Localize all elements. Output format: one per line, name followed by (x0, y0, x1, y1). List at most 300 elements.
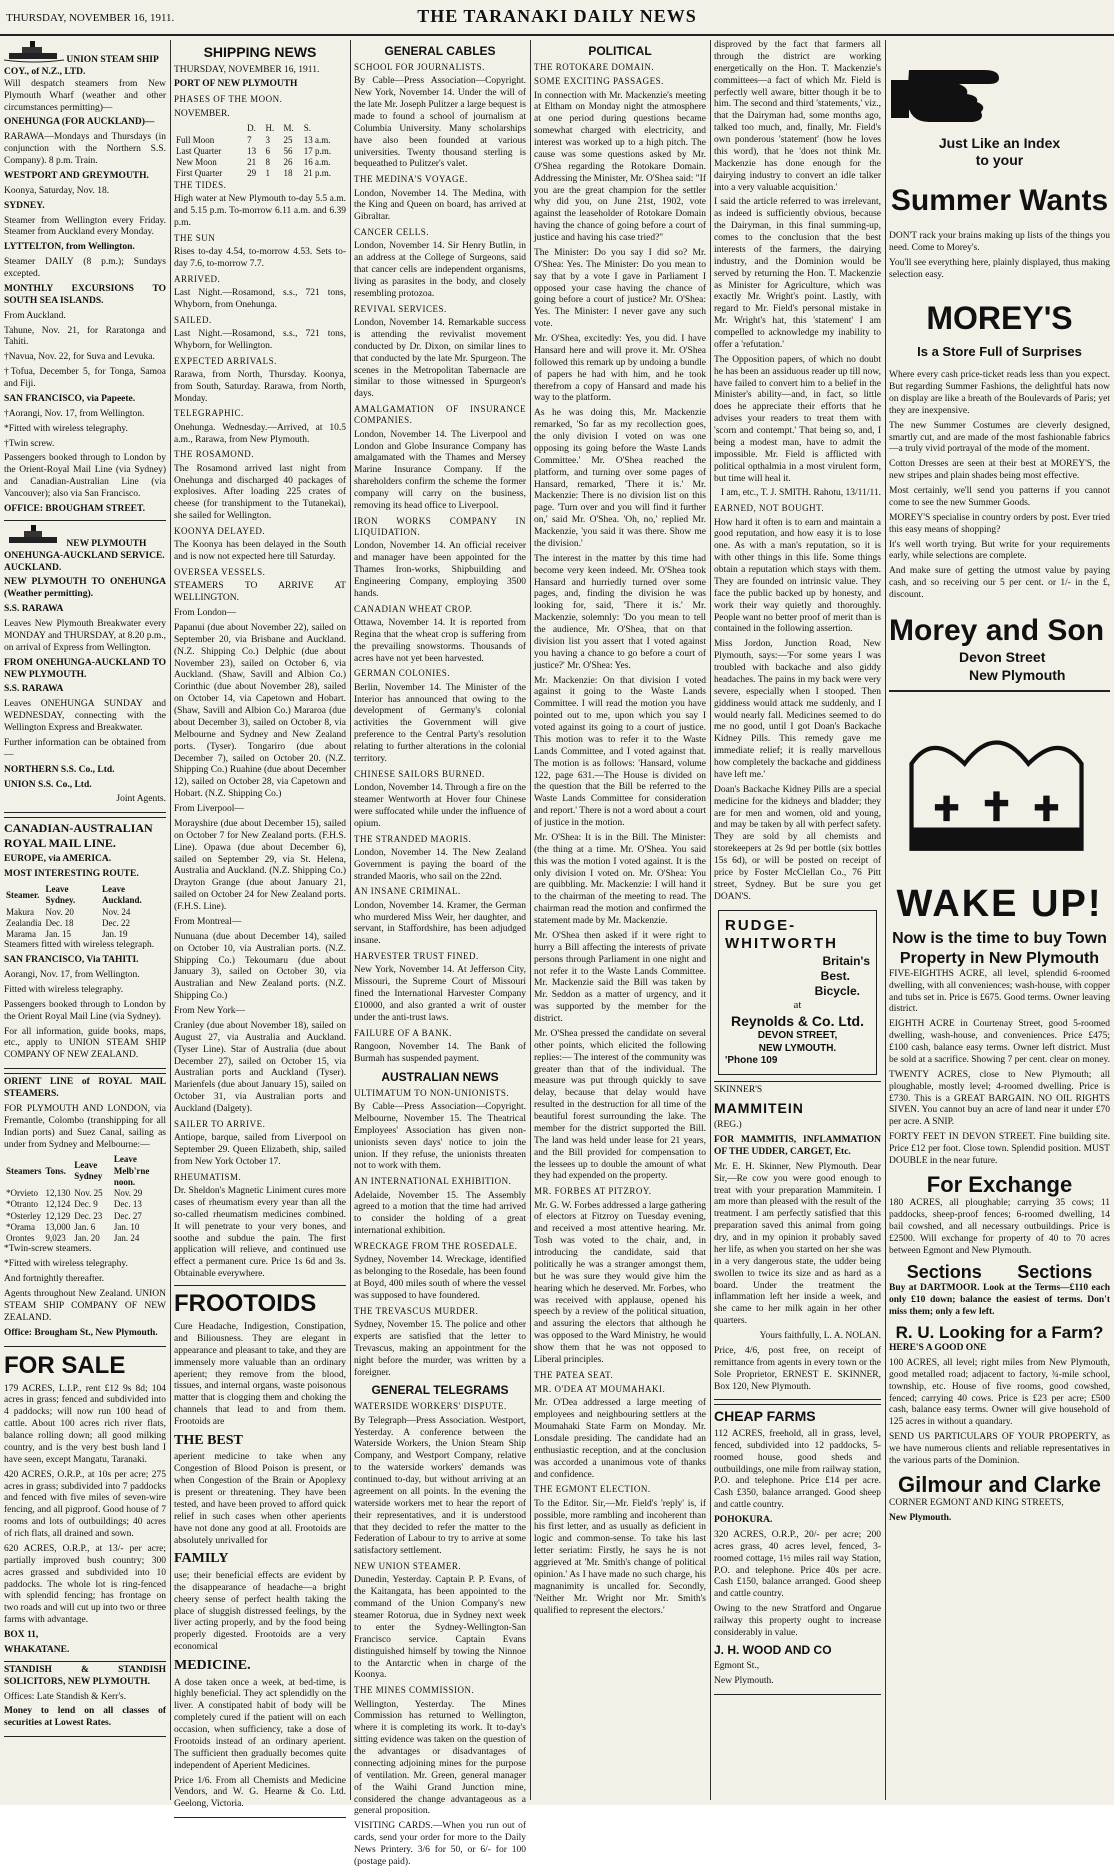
chinese-text: London, November 14. Through a fire on the steamer Wentworth at Hover four Chinese were suffocated while under the influence of opium. (354, 783, 526, 829)
german-text: Berlin, November 14. The Minister of the Interior has announced that owing to the development of Germany's colonial activities the Government will give preference to the Central Party's resolution relating to further alterations in the colonial territory. (354, 682, 526, 764)
orient-cell: Dec. 23 (74, 1210, 103, 1221)
gilmour-and-clarke: Gilmour and Clarke (898, 1471, 1101, 1497)
sections-row (889, 1261, 1110, 1284)
column-2-shipping-news (174, 40, 346, 1810)
fitted-3: *Fitted with wireless telegraphy. (4, 1259, 128, 1270)
monthly-head: MONTHLY EXCURSIONS TO SOUTH SEA ISLANDS. (4, 283, 166, 306)
moreys-title: MOREY'S (926, 299, 1073, 336)
murder-head: THE TREVASCUS MURDER. (354, 1305, 479, 1316)
reg-mark: (REG.) (714, 1120, 742, 1131)
union-text: Will despatch steamers from New Plymouth Wharf (weather and other circumstances permitting)— (4, 78, 166, 113)
nolan-letter: Mr. E. H. Skinner, New Plymouth. Dear Sir,—Re cow you were good enough to treat with your preparation Mammitein. I am more than pleased with the result of the treatment. I am perfectly satisfied that this preparation saved this animal from going dry, and in my opinion it probably saved her life, as when you started on her she was in a very dangerous state, the udder being swollen to twice its size and as hard as a board. Under the treatment the inflammation left her inside a week, and she came to her milk again in her other quarters. (714, 1161, 881, 1327)
general-telegrams-head: GENERAL TELEGRAMS (371, 1383, 509, 1398)
family-text: use; their beneficial effects are evident by the disappearance of headache—a bright cheery sense of perfect health taking the place of sluggish distressed feelings, by the liver acting properly, and by the food being properly digested. Frootoids are a very economical (174, 1570, 346, 1653)
box-number: BOX 11, (4, 1630, 39, 1640)
rudge-title-2: WHITWORTH (725, 935, 838, 953)
expected-text: Rarawa, from North, Thursday. Koonya, from South, Saturday. Rarawa, from North, Monday. (174, 369, 346, 404)
dont-text: DON'T rack your brains making up lists of the things you need. Come to Morey's. (889, 231, 1110, 254)
arrived-text: Last Night.—Rosamond, s.s., 721 tons, Whyborn, from Onehunga. (174, 287, 346, 310)
patea-head: THE PATEA SEAT. (534, 1369, 614, 1380)
best: Best. (820, 969, 850, 983)
onehunga-head: ONEHUNGA (FOR AUCKLAND)— (4, 117, 155, 128)
cheap-farms-ad (714, 1404, 881, 1694)
column-rule (710, 40, 711, 1800)
rosamond-head: THE ROSAMOND. (174, 449, 255, 460)
moon-cell: 56 (283, 145, 293, 156)
new-plymouth-2: New Plymouth. (714, 1675, 774, 1686)
political-text-9: Mr. O'Shea pressed the candidate on several other points, which elicited the following replies:— The interest of the community was greater than that of the individual. The measure was put through quickly to save delay, because that delay would have resulted in the destruction for all time of the beautiful forest surrounding the lake. The member for the district supported the Bill. The land was held under lease for 21 years, and the Bill provided for compensation to the lessees up to double the amount of what they had expended on the property. (534, 1028, 706, 1182)
money-to-lend: Money to lend on all classes of securities at Lowest Rates. (4, 1706, 166, 1729)
index-line-2: to your (975, 152, 1024, 169)
insane-head: AN INSANE CRIMINAL. (354, 886, 461, 897)
moon-header-row (174, 123, 346, 134)
orient-cell: 13,000 (45, 1221, 71, 1232)
for-sale-ad (4, 1351, 166, 1657)
moon-cell: 13 (247, 145, 257, 156)
sanfran-head: SAN FRANCISCO, via Papeete. (4, 393, 136, 404)
forbes-text: Mr. G. W. Forbes addressed a large gathering of electors at Fitzroy on Tuesday evening, and received a most attentive hearing. Mr. Tosh was voted to the chair, and, in introducing the candidate, said that politically he was a stranger amongst them, but he was sure they would give him the hearing which he deserved. Mr. Forbes, who was received with applause, opened his speech by a review of the political situation, and assuring the electors that although he was opposed to the Ward Ministry, he would show them that he was not opposed to Liberal principles. (534, 1200, 706, 1365)
steamers-fitted: Steamers fitted with wireless telegraph. (4, 940, 155, 951)
newspaper-title: THE TARANAKI DAILY NEWS (417, 6, 697, 26)
canadian-cell: Jan. 15 (45, 929, 71, 939)
from-london: From London— (174, 608, 237, 618)
german-head: GERMAN COLONIES. (354, 668, 451, 679)
letter-text-1: disproved by the fact that farmers all through the district are working energetically on the Hon. T. Mackenzie's committees—a fact of which Mr. Field is perfectly well aware, bitter though it be to him. The second and third 'statements,' viz., that the Dairyman had, some months ago, talked too much, and, finally, Mr. Field's own ponderous 'statement' (how he loves this word), that he 'does not think Mr. Mackenzie has done enough for the dairying industry to convert an idle talker into a very valuable acquisition.' (714, 40, 881, 193)
column-1-shipping-ads (4, 40, 166, 1800)
info-line: For all information, guide books, maps, etc., apply to UNION STEAM SHIP COMPANY OF NEW ZEALAND. (4, 1026, 166, 1061)
orient-cell: *Osterley (6, 1210, 41, 1221)
canadian-cell: Dec. 22 (101, 917, 130, 928)
moon-cell: 3 (265, 134, 270, 145)
phone: 'Phone 109 (725, 1055, 778, 1067)
political-text-1: In connection with Mr. Mackenzie's meeting at Eltham on Monday night the atmosphere at one period during questions became somewhat charged with electricity, and interest was worked up to a high pitch. The cause was some questions asked by Mr. O'Shea regarding the Rotokare Domain. Addressing the Minister, Mr. O'Shea said: "If you are the great champion for the settler why did you, on June 21st, 1902, vote against the leaseholder of Rotokare Domain having the chance of going before a court of justice and having his case tried?" (534, 90, 706, 243)
morey-devon-street: Devon Street (959, 649, 1046, 666)
moon-cell: 7 (247, 134, 252, 145)
political-text-2: The Minister: Do you say I did so? Mr. O'Shea: Yes. The Minister: Do you mean to say that by a vote I gave in Parliament I opposed your case having the chance of going before a court of justice? Mr. O'Shea: Yes. The Minister: I never gave any such vote. (534, 247, 706, 330)
political-text-5: The interest in the matter by this time had become very keen indeed. Mr. O'Shea took Hansard and hurriedly turned over some pages, and, finding the division he was looking for, said, 'There it is.' Mr. Mackenzie, solemnly: 'Do you mean to tell the audience, Mr. O'Shea, that on that division list you assert that I voted against you having a chance to go before a court of justice?' Mr. O'Shea: Yes. (534, 553, 706, 671)
corner-streets: CORNER EGMONT AND KING STREETS, (889, 1498, 1064, 1509)
political-head: POLITICAL (588, 44, 652, 58)
orient-cell: 9,023 (45, 1233, 66, 1244)
orient-cell: Jan. 24 (113, 1233, 140, 1244)
earned-head: EARNED, NOT BOUGHT. (714, 503, 825, 514)
bicycle: Bicycle. (814, 984, 860, 998)
port-head: PORT OF NEW PLYMOUTH (174, 79, 298, 90)
tides-head: THE TIDES. (174, 179, 227, 190)
family-head: FAMILY (174, 1551, 229, 1567)
moon-cell: 18 (283, 168, 293, 179)
issue-date: THURSDAY, NOVEMBER 16, 1911. (6, 12, 175, 24)
orient-cell: Nov. 25 (74, 1188, 103, 1199)
the-best-head: THE BEST (174, 1432, 243, 1448)
koonya-line: Koonya, Saturday, Nov. 18. (4, 185, 110, 196)
wood-and-co: J. H. WOOD AND CO (714, 1642, 832, 1657)
orient-cell: Leave Melb'rne noon. (113, 1154, 150, 1187)
pohokura: POHOKURA. (714, 1515, 773, 1525)
column-4-political (534, 40, 706, 1800)
office-2: Office: Brougham St., New Plymouth. (4, 1327, 158, 1338)
union-head: UNION STEAM SHIP COY., of N.Z., LTD. (4, 55, 159, 77)
general-cables-head: GENERAL CABLES (384, 44, 496, 58)
political-text-8: Mr. O'Shea then asked if it were right to hurry a Bill affecting the interests of private persons through Parliament in one night and not refer it to the Waste Lands Committee. Mr. Mackenzie said the Bill was taken by Mr. Seddon as a matter of urgency, and it was supported by the member for the district. (534, 930, 706, 1024)
wreckage-text: Sydney, November 14. Wreckage, identified as belonging to the Rosedale, has been found at Boyd, 400 miles south of where the vessel was supposed to have foundered. (354, 1255, 526, 1301)
from-montreal: From Montreal— (174, 916, 242, 927)
orient-row (4, 1211, 166, 1222)
orient-row (4, 1222, 166, 1233)
steamers-wellington: STEAMERS TO ARRIVE AT WELLINGTON. (174, 581, 346, 604)
medicine-text: A dose taken once a week, at bed-time, is highly beneficial. They act splendidly on the liver. A constipated habit of body will be completely cured if the patient will on each occasion, when sufficiency, take a dose of Frootoids instead of an ordinary aperient. The sufficient then gradually becomes quite independent of Aperient Medicines. (174, 1677, 346, 1771)
orient-cell: Steamers (6, 1165, 42, 1176)
wake-up-head: WAKE UP! (896, 883, 1103, 926)
canadian-cell: Zealandia (6, 917, 42, 928)
medina-text: London, November 14. The Medina, with the King and Queen on board, has arrived at Gibraltar. (354, 188, 526, 223)
union-ss: UNION S.S. Co., Ltd. (4, 779, 92, 790)
mammitein-title: MAMMITEIN (714, 1099, 804, 1116)
koonya-head: KOONYA DELAYED. (174, 526, 266, 536)
auckland-head: AUCKLAND. (4, 562, 62, 573)
moon-cell: 6 (265, 145, 270, 156)
sale-179: 179 ACRES, L.I.P., rent £12 9s 8d; 104 acres in grass; fenced and subdivided into 4 paddocks; will now run 100 head of cattle. About 100 acres rich river flats, balance rolling down; all good milking country, and is the very best bush land I have seen, except Mangatu, Taranaki. (4, 1383, 166, 1465)
gilmour-new-plymouth: New Plymouth. (889, 1513, 952, 1524)
orient-cell: Jan. 10 (113, 1221, 140, 1232)
morey-and-son: Morey and Son (889, 613, 1105, 647)
canadian-cell: Makura (6, 906, 34, 917)
eighth-acre: EIGHTH ACRE in Courtenay Street, good 5-roomed dwelling, wash-house, and conveniences. Price £475; £100 cash, balance easy terms. Owner left district. Must be sold at a sacrifice. Showing 7 per cent. clear on money. (889, 1019, 1110, 1065)
orient-cell: 12,129 (45, 1210, 71, 1221)
whakatane: WHAKATANE. (4, 1644, 70, 1655)
sun-text: Rises to-day 4.54, to-morrow 4.53. Sets to-day 7.6, to-morrow 7.7. (174, 246, 346, 269)
tahune-line: Tahune, Nov. 21, for Raratonga and Tahiti. (4, 325, 166, 348)
sun-head: THE SUN (174, 232, 216, 243)
school-text: By Cable—Press Association—Copyright. New York, November 14. Under the will of the late Mr. Joseph Pulitzer a large bequest is made to found a school of journalism at Columbia University. Many scholarships have also been founded at various universities. Twenty thousand sterling is bequeathed to Pulitzer's valet. (354, 76, 526, 170)
revival-head: REVIVAL SERVICES. (354, 303, 447, 314)
rheumatism-text: Dr. Sheldon's Magnetic Liniment cures more cases of rheumatism every year than all the so-called rheumatism medicines combined. It will penetrate to your very bones, and soothe and subdue the pain. The first application will relieve, and continued use effect a permanent cure. Price 1s 6d and 3s. Obtainable everywhere. (174, 1186, 346, 1280)
canadian-table (4, 884, 166, 940)
moon-header-cell: S. (303, 123, 311, 134)
sydney-text: Steamer from Wellington every Friday. Steamer from Auckland every Monday. (4, 215, 166, 238)
mammitein-ad (714, 1081, 881, 1401)
lyttelton-text: Steamer DAILY (8 p.m.); Sundays excepted. (4, 257, 166, 279)
sale-620: 620 ACRES, O.R.P., at 13/- per acre; partially improved bush country; 300 acres grassed and subdivided into 10 paddocks. The whole lot is ring-fenced with splendid fencing; has frontage on two roads and will cut up into two or three farms with advantage. (4, 1543, 166, 1626)
doans-text: Doan's Backache Kidney Pills are a special medicine for the kidneys and bladder; they are for men and women, old and young, and may be taken by all with perfect safety. They are sold by all chemists and storekeepers at 2s 9d per bottle (six bottles 15s 6d), or will be posted on receipt of price by Foster McClellan Co., 76 Pitt street, Sydney. But be sure you get DOAN'S. (714, 784, 881, 902)
arrived-head: ARRIVED. (174, 273, 221, 284)
political-text-3: Mr. O'Shea, excitedly: Yes, you did. I have Hansard here and will prove it. Mr. O'Shea followed this remark up by undoing a bundle of papers he had with him, and he took therefrom a copy of Hansard and made his way to the platform. (534, 334, 706, 404)
masthead (0, 0, 1114, 36)
twin-note: †Twin screw. (4, 438, 55, 449)
best-text: aperient medicine to take when any Congestion of Blood Poison is present, or when Congestion of the Brain or Apoplexy is present or threatening. They have been tested, and have been proved to afford quick relief in such cases when other aperients have not done any good at all. Frootoids are absolutely unrivalled for (174, 1452, 346, 1546)
specialise-text: MOREY'S specialise in country orders by post. Ever tried this easy means of shopping? (889, 512, 1110, 535)
reynolds: Reynolds & Co. Ltd. (731, 1012, 864, 1029)
standish-head: STANDISH & STANDISH SOLICITORS, NEW PLYMOUTH. (4, 1664, 166, 1687)
cotton-text: Cotton Dresses are seen at their best at MOREY'S, the new stripes and plain shades being most effective. (889, 459, 1110, 482)
insane-text: London, November 14. Kramer, the German who murdered Miss Weir, her daughter, and servant, in Staffordshire, has been adjudged insane. (354, 900, 526, 947)
union-steam-ad (4, 40, 166, 516)
amalgamation-text: London, November 14. The Liverpool and London and Globe Insurance Company has amalgamated with the Thames and Mersey Marine Insurance Company. If the shareholders confirm the scheme the former company will carry on the business, removing its head office to Liverpool. (354, 429, 526, 511)
canadian-row (4, 918, 166, 929)
australian-news-head: AUSTRALIAN NEWS (381, 1069, 499, 1084)
orient-cell: Jan. 6 (74, 1221, 96, 1232)
column-6-morey-gilmour-ads (889, 40, 1110, 1800)
most-text: Most certainly, we'll send you patterns if you cannot come to see the new Summer Goods. (889, 486, 1110, 508)
exciting-passages-head: SOME EXCITING PASSAGES. (534, 76, 664, 87)
orient-cell: *Orvieto (6, 1188, 38, 1199)
sections-left: Sections (906, 1261, 982, 1282)
waterside-head: WATERSIDE WORKERS' DISPUTE. (354, 1401, 507, 1412)
tofua-line: †Tofua, December 5, for Tonga, Samoa and Fiji. (4, 367, 166, 389)
steamship-icon (4, 40, 64, 62)
twin-2: *Twin-screw steamers. (4, 1244, 92, 1255)
further-info: Further information can be obtained from— (4, 737, 166, 760)
rudge-title-1: RUDGE- (725, 916, 797, 934)
store-surprises: Is a Store Full of Surprises (917, 343, 1082, 359)
at: at (793, 999, 802, 1011)
gilmour-ad (889, 692, 1110, 1525)
maoris-text: London, November 14. The New Zealand Government is paying the board of the stranded Maoris, who sail on the 22nd. (354, 847, 526, 882)
letter-signature: I am, etc., T. J. SMITH. Rahotu, 13/11/11. (720, 488, 881, 499)
moon-row (174, 168, 346, 179)
farm-112: 112 ACRES, freehold, all in grass, level, fenced, subdivided into 12 paddocks, 5-roomed house, good sheds and outbuildings, one mile from railway station, P.O. and telephone. Price £14 per acre. Cash £350, balance arranged. Good sheep and cattle country. (714, 1428, 882, 1511)
from-auckland: From Auckland. (4, 310, 66, 321)
from-new-york: From New York— (174, 1006, 245, 1016)
cancer-text: London, November 14. Sir Henry Butlin, in an address at the College of Surgeons, said that cancer cells are independent organisms, living as parasites in the body, and closely resembling protozoa. (354, 241, 526, 299)
union-steamer-text: Dunedin, Yesterday. Captain P. P. Evans, of the Kaitangata, has been appointed to the command of the Union Company's new steamer Rotorua, due in Sydney next week to enter the Sydney-Wellington-San Francisco service. Captain Evans distinguished himself by towing the Ninnoe to the Antarctic when in charge of the Koonya. (354, 1575, 526, 1681)
sailed-text: Last Night.—Rosamond, s.s., 721 tons, Whyborn, for Wellington. (174, 328, 346, 351)
orient-row (4, 1188, 166, 1199)
moon-table (174, 123, 346, 179)
expected-head: EXPECTED ARRIVALS. (174, 355, 277, 366)
ss-rarawa-2: S.S. RARAWA (4, 684, 64, 695)
cheap-farms-head: CHEAP FARMS (714, 1408, 816, 1425)
egmont-text: To the Editor. Sir,—Mr. Field's 'reply' is, if possible, more rambling and incoherent than his first letter, and as usually as deficient in logic and common-sense. To take his last letter seriatim: Firstly, he says he is not aggrieved at 'Mr. Smith's change of political opinion.' As I have made no such charge, his magnanimity is uncalled for. Secondly, 'Neither Mr. Wright nor Mr. Smith's qualified to represent the electors.' (534, 1498, 706, 1616)
moon-header-cell: M. (283, 123, 294, 134)
britains: Britain's (822, 954, 870, 968)
new-plymouth: NEW LYMOUTH. (758, 1042, 837, 1054)
moon-cell: First Quarter (176, 168, 223, 179)
odea-head: MR. O'DEA AT MOUMAHAKI. (534, 1384, 666, 1394)
farm-100: 100 ACRES, all level; right miles from New Plymouth, good metalled road; adjacent to factory, ¾-mile school, township, etc. House of five rooms, good cowshed, fenced; carrying 40 cows. Price is £23 per acre; £500 cash, balance easy terms. Owner will give household of 125 acres in without a quandary. (889, 1357, 1110, 1428)
from-liverpool: From Liverpool— (174, 804, 244, 814)
exhibition-head: AN INTERNATIONAL EXHIBITION. (354, 1176, 512, 1187)
moon-cell: 21 p.m. (303, 168, 331, 179)
index-line-1: Just Like an Index (938, 134, 1061, 151)
school-head: SCHOOL FOR JOURNALISTS. (354, 62, 485, 72)
cancer-head: CANCER CELLS. (354, 227, 430, 238)
frootoids-ad (174, 1285, 346, 1818)
standish-ad (4, 1661, 166, 1737)
frootoids-text: Cure Headache, Indigestion, Constipation, and Biliousness. They are elegant in appearance and pleasant to take, and they are immensely more valuable than an ordinary aperient; they remove from the blood, tissues, and internal organs, waste poisonous matter that is clogging them and choking the channels that lead to and from them. Frootoids are (174, 1322, 346, 1427)
canadian-cell: Steamer. (6, 889, 40, 900)
mammitein-for: FOR MAMMITIS, INFLAMMATION OF THE UDDER, CARGET, Etc. (714, 1135, 881, 1157)
forty-feet: FORTY FEET IN DEVON STREET. Fine building site. Price £12 per foot. Close town. Splendid position. MUST DOUBLE in the near future. (889, 1132, 1110, 1166)
koonya-text: The Koonya has been delayed in the South and is now not expected here till Saturday. (174, 540, 346, 563)
chinese-head: CHINESE SAILORS BURNED. (354, 768, 485, 779)
column-rule (530, 40, 531, 1800)
fortnightly: And fortnightly thereafter. (4, 1274, 104, 1285)
nolan-signature: Yours faithfully, L. A. NOLAN. (759, 1331, 881, 1341)
maoris-head: THE STRANDED MAORIS. (354, 833, 472, 844)
canadian-cell: Nov. 24 (101, 906, 131, 917)
moon-cell: New Moon (176, 157, 217, 168)
telegraphic-head: TELEGRAPHIC. (174, 408, 244, 419)
orient-for: FOR PLYMOUTH AND LONDON, via Fremantle, Colombo (transhipping for all Indian ports) and Suez Canal, sailing as under from Sydney and Melbourne:— (4, 1103, 166, 1150)
farm-320: 320 ACRES, O.R.P., 20/- per acre; 200 acres grass, 40 acres level, fenced, 3-roomed cottage, 1½ miles rail way Station, P.O. and telephone. Price 40s per acre. Cash £150, balance arranged. Good sheep and cattle country. (714, 1529, 881, 1600)
westport-head: WESTPORT AND GREYMOUTH. (4, 170, 149, 181)
moon-cell: 1 (265, 168, 270, 179)
rarawa-line: RARAWA—Mondays and Thursdays (in conjunction with the Northern S.S. Company). 8 p.m. Train. (4, 132, 166, 166)
union-steamer-head: NEW UNION STEAMER. (354, 1561, 462, 1572)
twenty-acres: TWENTY ACRES, close to New Plymouth; all ploughable, mostly level; 4-roomed dwelling. Price is £730. This is a GREAT BARGAIN. NO OIL RIGHTS SIVEN. You cannot buy an acre of land near it under £70 per acre. A SNIP. (889, 1069, 1110, 1128)
passengers-2: Passengers booked through to London by the Orient Royal Mail Line (via Sydney). (4, 999, 166, 1022)
np-head: NEW PLYMOUTH ONEHUNGA-AUCKLAND SERVICE. (4, 538, 165, 561)
canadian-cell: Leave Sydney. (45, 884, 76, 906)
orient-cell: Dec. 9 (74, 1199, 98, 1210)
joint-agents: Joint Agents. (116, 794, 166, 805)
medicine-head: MEDICINE. (174, 1658, 251, 1673)
liverpool-text: Morayshire (due about December 15), sailed on October 7 for New Zealand ports. (F.H.S. Line). Opawa (due about December 6), sailed on September 29, via St. Helena, Australia and Auckland. (N.Z. Shipping Co.) Drayton Grange (due about January 21, sailed on October 24 for New Zealand ports. (F.H.S. Line). (174, 818, 346, 912)
orient-cell: Orontes (6, 1233, 35, 1244)
northern-ss: NORTHERN S.S. Co., Ltd. (4, 764, 115, 775)
waterside-text: By Telegraph—Press Association. Westport, Yesterday. A conference between the Waterside Workers, the Union Steam Ship Company, and Westport Company, relative to the waterside workers' demands was continued to-day, but without arriving at an agreement on all points. In the evening the waterside workers met to hear the report of their representatives, and it is understood that they decided to refer the matter to the Federation of Labour to try to arrive at some satisfactory settlement. (354, 1415, 526, 1557)
buy-town-property: Now is the time to buy Town Property in New Plymouth (892, 929, 1107, 967)
orient-cell: *Otranto (6, 1199, 38, 1210)
morey-ad (889, 40, 1110, 692)
exchange-text: 180 ACRES, all ploughable; carrying 35 cows; 11 paddocks, sheep-proof fences; 6-roomed dwelling, 14 bail cowshed, and all necessary outbuildings. Price is £2500. Will exchange for property of 40 to 70 acres between Egmont and New Plymouth. (889, 1198, 1110, 1256)
orient-ad (4, 1073, 166, 1346)
where-text: Where every cash price-ticket reads less than you expect. But regarding Summer Fashions, the delightful hats now on display are like a breath of the Boulevards of Paris; yet they are inexpensive. (889, 370, 1110, 416)
column-3-general-cables (354, 40, 526, 1867)
np-onehunga-ad (4, 520, 166, 814)
new-york-text: Cranley (due about November 18), sailed on August 27, via Australia and Auckland. (Tyser Line). Star of Australia (due about December 27), sailed on October 15, via Australian ports and Auckland (Tyser). Marienfels (due about January 15), sailed on October 31, via Australian ports and Auckland (Dalgety). (174, 1020, 346, 1114)
column-rule (170, 40, 171, 1800)
column-rule (885, 40, 886, 1800)
rosamond-text: The Rosamond arrived last night from Onehunga and discharged 40 packages of explosives. After loading 225 crates of cheese (for transhipment to the Tutanekai), she sailed for Wellington. (174, 463, 346, 522)
bank-text: Rangoon, November 14. The Bank of Burmah has suspended payment. (354, 1042, 526, 1064)
odea-text: Mr. O'Dea addressed a large meeting of employees and neighbouring settlers at the Moumahaki State Farm on Monday. Mr. Lonsdale presiding. The candidate had an enthusiastic reception, and at the conclusion was accorded a unanimous vote of thanks and confidence. (534, 1398, 706, 1480)
canadian-row (4, 929, 166, 940)
orient-cell: Nov. 29 (113, 1188, 143, 1199)
political-text-7: Mr. O'Shea: It is in the Bill. The Minister: (the thing at a time. Mr. O'Shea. You said this was the motion I voted against. It is the only division I voted on. Mr. O'Shea: You are quibbling. Mr. Mackenzie: I will hand it to the chairman of the meeting to read. The chairman read the motion and confirmed the statement made by Mr. Mackenzie. (534, 832, 706, 926)
passengers-note: Passengers booked through to London by the Orient-Royal Mail Line (via Sydney) and Canadian-Australian Line (via Vancouver); also via San Francisco. (4, 453, 166, 499)
canadian-cell: Marama (6, 929, 36, 939)
orient-cell: Leave Sydney (74, 1160, 103, 1182)
dartmoor-text: Buy at DARTMOOR. Look at the Terms—£110 each only £10 down; balance the easiest of terms. Don't miss them; only a few left. (889, 1283, 1110, 1317)
moon-cell: 25 (283, 134, 293, 145)
sailer-head: SAILER TO ARRIVE. (174, 1118, 266, 1129)
wreckage-head: WRECKAGE FROM THE ROSEDALE. (354, 1241, 518, 1251)
sydney-head: SYDNEY. (4, 200, 45, 211)
summer-wants-head: Summer Wants (890, 183, 1109, 217)
send-particulars: SEND US PARTICULARS OF YOUR PROPERTY, as we have numerous clients and reliable representatives in the various parts of the Dominion. (889, 1432, 1110, 1466)
for-exchange-head: For Exchange (926, 1171, 1073, 1197)
moon-row (174, 135, 346, 146)
frootoids-price: Price 1/6. From all Chemists and Medicine Vendors, and W. G. Hearne & Co. Ltd. Geelong, Victoria. (174, 1775, 346, 1810)
mines-text: Wellington, Yesterday. The Mines Commission has returned to Wellington, where it is completing its work. It to-day's sitting evidence was taken on the question of the advantages or disadvantages of connecting adjoining mines for the purpose of ventilation. Mr. Green, general manager of the Waihi Grand Junction mine, considered the change advantageous as a general proposition. (354, 1699, 526, 1817)
canadian-row (4, 907, 166, 918)
orient-row (4, 1199, 166, 1210)
orient-cell: Tons. (45, 1165, 66, 1176)
lyttelton-head: LYTTELTON, from Wellington. (4, 242, 135, 253)
jordan-testimonial: Miss Jordon, Junction Road, New Plymouth, says:—'For some years I was troubled with backache and also giddy headaches. The pains in my back were very severe, especially when I stooped. Then giddiness would attack me suddenly, and I would nearly fall. Medicines seemed to do me no good, until I got Doan's Backache Kidney Pills. This remedy gave me immediate relief; it is really marvellous how completely the backache and giddiness have left me.' (714, 639, 881, 780)
medina-head: THE MEDINA'S VOYAGE. (354, 174, 468, 185)
moon-row (174, 146, 346, 157)
sailed-head: SAILED. (174, 314, 212, 325)
ultimatum-text: By Cable—Press Association—Copyright. Melbourne, November 15. The Theatrical Employees' Association has given non-unionists seven days' notice to join the union. If they refuse, the unionists threaten not to work with them. (354, 1102, 526, 1172)
moon-month: NOVEMBER. (174, 108, 230, 119)
moon-cell: 16 a.m. (303, 157, 331, 168)
youll-text: You'll see everything here, plainly displayed, thus making selection easy. (889, 258, 1110, 280)
iron-works-text: London, November 14. An official receiver and manager have been appointed for the Thames Iron-works, Shipbuilding and Engineering Company, employing 3500 hands. (354, 541, 526, 599)
owing-note: Owing to the new Stratford and Ongarue railway this property ought to increase considerably in value. (714, 1604, 881, 1638)
canadian-row (4, 884, 166, 907)
moon-cell: 21 (247, 157, 257, 168)
moon-cell: Last Quarter (176, 145, 222, 156)
iron-works-head: IRON WORKS COMPANY IN LIQUIDATION. (354, 515, 526, 537)
sailer-text: Antiope, barque, sailed from Liverpool on September 29. Queen Elizabeth, ship, sailed from New York October 17. (174, 1133, 346, 1167)
orient-table (4, 1154, 166, 1244)
tides-text: High water at New Plymouth to-day 5.5 a.m. and 5.15 p.m. To-morrow 6.11 a.m. and 6.39 p.m. (174, 193, 346, 228)
mines-head: THE MINES COMMISSION. (354, 1685, 475, 1696)
canadian-cell: Nov. 20 (45, 906, 74, 917)
frootoids-head: FROOTOIDS (174, 1290, 317, 1317)
moon-cell: 29 (247, 168, 257, 179)
canadian-cell: Leave Auckland. (101, 884, 142, 906)
steamship-icon (4, 524, 64, 546)
sf-tahiti: SAN FRANCISCO, Via TAHITI. (4, 955, 139, 966)
orient-cell: 12,130 (45, 1188, 71, 1199)
office-line: OFFICE: BROUGHAM STREET. (4, 503, 146, 514)
orient-row (4, 1154, 166, 1188)
canadian-head: CANADIAN-AUSTRALIAN ROYAL MAIL LINE. (4, 821, 153, 851)
harvester-head: HARVESTER TRUST FINED. (354, 951, 479, 962)
orient-cell: Dec. 27 (113, 1210, 142, 1221)
aorangi-2: Aorangi, Nov. 17, from Wellington. (4, 970, 140, 980)
fitted-2: Fitted with wireless telegraphy. (4, 984, 124, 995)
orient-row (4, 1233, 166, 1244)
make-text: And make sure of getting the utmost value by paying cash, and so receiving our 5 per cent. or 1/- in the £, discount. (889, 566, 1110, 600)
telegraphic-text: Onehunga. Wednesday.—Arrived, at 10.5 a.m., Rarawa, from New Plymouth. (174, 422, 346, 445)
sections-right: Sections (1017, 1261, 1093, 1282)
aorangi-line: †Aorangi, Nov. 17, from Wellington. (4, 408, 145, 419)
navua-line: †Navua, Nov. 22, for Suva and Levuka. (4, 352, 155, 363)
pointing-hand-icon (889, 40, 1039, 130)
moon-phases-head: PHASES OF THE MOON. (174, 94, 283, 105)
egmont-street: Egmont St., (714, 1660, 760, 1671)
moon-row (174, 157, 346, 168)
letter-text-2: I said the article referred to was irrelevant, as indeed is sufficiently obvious, because the Dairyman, in this final summing-up, comes to the conclusion that the best interests of the farmers, the dairying industry, and the Dominion would be served by returning the Hon. T. Mackenzie as Minister for Agriculture, which was exactly Mr. Wright's point. Lastly, with regard to Mr. Field's personal mistake in Mr. Wright's hat, this 'statement' I am compelled to acknowledge my inability to offer a 'refutation.' (714, 197, 881, 350)
bank-head: FAILURE OF A BANK. (354, 1027, 452, 1038)
rotokare-head: THE ROTOKARE DOMAIN. (534, 62, 655, 72)
oversea-head: OVERSEA VESSELS. (174, 567, 266, 577)
standish-offices: Offices: Late Standish & Kerr's. (4, 1691, 127, 1702)
ss-rarawa: S.S. RARAWA (4, 604, 64, 615)
orient-cell: 12,124 (45, 1199, 71, 1210)
devon-street: DEVON STREET, (757, 1030, 838, 1042)
moon-cell: 17 p.m. (303, 145, 331, 156)
political-text-4: As he was doing this, Mr. Mackenzie remarked, 'So far as my recollection goes, the only division I voted on was one opposing its going before the Waste Lands Committee.' Mr. O'Shea reached the platform, and turning over some pages of Hansard, remarked, 'There it is.' Mr. Mackenzie: There is no division list on this page. 'Turn over and you will find it further on,' said Mr. O'Shea. 'Oh, no,' replied Mr. Mackenzie, 'you said it was there. Show me the division.' (534, 408, 706, 549)
moon-cell: Full Moon (176, 134, 215, 145)
moon-header-cell: D. (247, 123, 256, 134)
orient-cell: Dec. 13 (113, 1199, 142, 1210)
morey-new-plymouth: New Plymouth (969, 666, 1066, 683)
amalgamation-head: AMALGAMATION OF INSURANCE COMPANIES. (354, 404, 526, 426)
wheat-text: Ottawa, November 14. It is reported from Regina that the wheat crop is suffering from the prevailing snowstorms. Thousands of acres have not yet been harvested. (354, 617, 526, 664)
mammitein-price: Price, 4/6, post free, on receipt of remittance from agents in every town or the Sole Proprietor, ERNEST E. SKINNER, Box 120, New Plymouth. (714, 1345, 881, 1392)
wireless-note: *Fitted with wireless telegraphy. (4, 423, 128, 434)
harvester-text: New York, November 14. At Jefferson City, Missouri, the Supreme Court of Missouri fined the International Harvester Company £10000, and also granted a writ of ouster under the anti-trust laws. (354, 965, 526, 1023)
rheumatism-head: RHEUMATISM. (174, 1171, 242, 1182)
visiting-cards-ad: VISITING CARDS.—When you run out of cards, send your order for more to the Daily News Printery. 3/6 for 50, or 6/- for 100 (postage paid). (354, 1821, 526, 1867)
looking-for-farm: R. U. Looking for a Farm? (895, 1322, 1104, 1342)
